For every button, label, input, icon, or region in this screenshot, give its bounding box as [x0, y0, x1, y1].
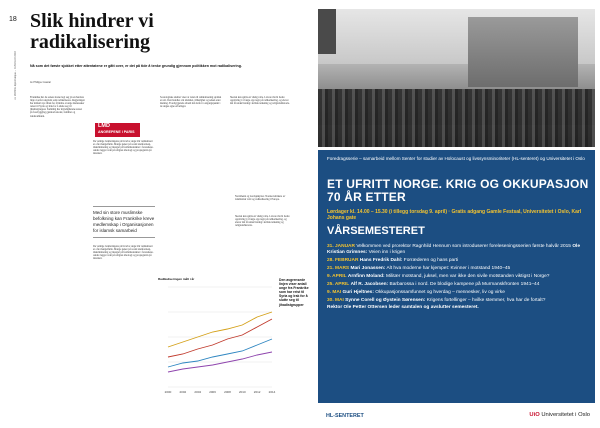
- event-topic: Krigens fortellinger – hvilke stemmer, hva har de fortalt?: [426, 297, 546, 303]
- article-headline: Slik hindrer vi radikalisering: [30, 10, 154, 53]
- body-column-4: Skolen kan spille en viktig rolle. Lærere må få bedre opplæring i å fange opp tegn på radikalisering, og elever må få undervisning i kritisk tenkning og religionshistorie.: [230, 96, 290, 106]
- season-heading: VÅRSEMESTERET: [327, 225, 425, 237]
- photo-caption: Nordmenn og nordsjøkyster. Norske kritikere av islamistisk vold og radikalisering i Europa.: [235, 195, 286, 202]
- series-line: [168, 319, 272, 357]
- series-line: [168, 339, 272, 367]
- event-item: [327, 298, 589, 304]
- line-chart: [158, 277, 276, 403]
- event-item: [327, 274, 589, 280]
- event-speaker: Synne Corell og Øystein Sørensen:: [345, 297, 426, 303]
- page-number: 18: [9, 16, 17, 23]
- event-date: 30. MAI: [327, 297, 344, 303]
- event-topic: Veien inn i krigen: [368, 249, 406, 255]
- x-tick-label: 2010: [238, 390, 246, 394]
- event-item: [327, 244, 589, 255]
- event-date: 25. APRIL: [327, 281, 350, 287]
- event-speaker: Alf R. Jacobsen:: [350, 281, 389, 287]
- event-speaker: Ole Kristian Grimnes:: [327, 244, 581, 255]
- body-column-1: Frankrike har de senere årene lagt seg på en hardere linje overfor ungdom som radikaliseres. Regjeringen har innført nye tiltak for å hindre at unge mennesker reiser til Syria og Irak for å slutte seg til jihadistgrupper. Samtidig har myndighetene satset på forebygging gjennom skoler, familier og lokalsamfunn.: [30, 96, 85, 118]
- logo-title: LMD: [98, 123, 110, 129]
- x-tick-label: 2008: [224, 390, 231, 394]
- body-column-4b: Skolen kan spille en viktig rolle. Lærere må få bedre opplæring i å fange opp tegn på radikalisering, og elever må få undervisning i kritisk tenkning og religionshistorie.: [235, 215, 290, 228]
- event-list: [327, 244, 589, 313]
- event-topic: Militær motstand, juksel, men var ikke den sivile motstanden viktigst i Norge?: [386, 273, 550, 279]
- byline: Av Philippe Coastal: [30, 81, 51, 84]
- article-lead: Nå som det første sjokket etter attentatene er gått over, er det på tide å tenke grundig gjennom politikken mot radikalisering.: [30, 64, 242, 68]
- event-text: Velkommen ved prorektor Ragnhild Hennum som introduserer foreleseningsserien første halvår 2015: [356, 244, 571, 249]
- event-date: 9. MAI: [327, 289, 342, 295]
- x-tick-label: 2012: [253, 390, 261, 394]
- uio-text: Universitetet i Oslo: [541, 412, 590, 418]
- closing-line: Rektor Ole Petter Ottersen leder samtalen og avslutter semesteret.: [327, 305, 479, 311]
- poster-title: ET UFRITT NORGE. KRIG OG OKKUPASJON 70 ÅR ETTER: [327, 177, 589, 204]
- event-topic: Okkupasjonssamfunnet og hverdag – mennesker, liv og virke: [375, 289, 505, 295]
- hl-senteret-logo: HL-SENTERET: [326, 413, 364, 419]
- section-logo: [95, 123, 140, 137]
- uio-logo: [470, 408, 590, 422]
- x-tick-label: 2014: [268, 390, 276, 394]
- series-intro: Foredragsserie – samarbeid mellom Senter for studier av Holocaust og livssynsminoriteter (HL-senteret) og Universitetet i Oslo: [327, 156, 585, 161]
- event-topic: Forræderen og hans parti: [403, 257, 459, 263]
- event-item: [327, 290, 589, 296]
- x-tick-label: 2004: [194, 390, 202, 394]
- x-tick-label: 2000: [164, 390, 172, 394]
- chart-title: Radikaliseringen målt i år: [158, 277, 195, 281]
- x-tick-label: 2002: [179, 390, 187, 394]
- chart-caption: Den avgrensede linjen viser antall unge fra Frankrike som har reist til Syria og Irak for å slutte seg til jihadistgrupper: [279, 278, 309, 307]
- publication-sidebar: LE MONDE diplomatique – FEBRUAR 2016: [14, 51, 17, 100]
- uio-mark: UiO: [529, 412, 540, 418]
- logo-subtitle: ANGREPENE I PARIS: [98, 130, 135, 134]
- event-speaker: Guri Hjeltnes:: [342, 289, 374, 295]
- event-date: 21. MARS: [327, 265, 350, 271]
- event-topic: Barbarossa i nord. De blodige kampene på Murmanskfronten 1941–44: [389, 281, 540, 287]
- event-item: [327, 258, 589, 264]
- pull-quote: Med sin store muslimske befolkning kan Frankrike kreve medlemskap i Organisasjonen for islamsk samarbeid: [93, 206, 155, 238]
- event-topic: Alt hva moderne har kjempet: Kvinner i motstand 1940–45: [386, 265, 511, 271]
- event-speaker: Hans Fredrik Dahl:: [359, 257, 403, 263]
- event-date: 31. JANUAR: [327, 244, 355, 249]
- x-tick-label: 2006: [209, 390, 216, 394]
- chart-plot: [158, 281, 276, 399]
- event-speaker: Arnfinn Moland:: [347, 273, 385, 279]
- body-column-2: De vanlige forklaringene på hvorfor unge blir radikalisert er ofte mangelfulle. Mange peker på sosial utenforskap, diskriminering og mangel på fremtidsutsikter i forstedene. Andre legger vekt på religiøs ideologi og propaganda på internett.: [93, 140, 154, 156]
- event-item: [327, 282, 589, 288]
- body-column-2b: De vanlige forklaringene på hvorfor unge blir radikalisert er ofte mangelfulle. Mange peker på sosial utenforskap, diskriminering og mangel på fremtidsutsikter i forstedene. Andre legger vekt på religiøs ideologi og propaganda på internett.: [93, 245, 154, 261]
- event-date: 9. APRIL: [327, 273, 347, 279]
- poster-date-line: Lørdager kl. 14.00 – 15.30 (i tillegg torsdag 9. april) · Gratis adgang Gamle Festsal, Universitetet i Oslo, Karl Johans gate: [327, 209, 582, 221]
- event-item: [327, 266, 589, 272]
- event-speaker: Mari Jonassen:: [350, 265, 386, 271]
- event-date: 28. FEBRUAR: [327, 257, 359, 263]
- historical-photo: [318, 9, 595, 147]
- body-column-3: Sosiologiske studier viser at veien til radikalisering sjelden er rett. Den handler om identitet, tilhørighet og søken etter mening. Forebyggende arbeid må derfor ta utgangspunkt i de unges egne erfaringer.: [160, 96, 222, 109]
